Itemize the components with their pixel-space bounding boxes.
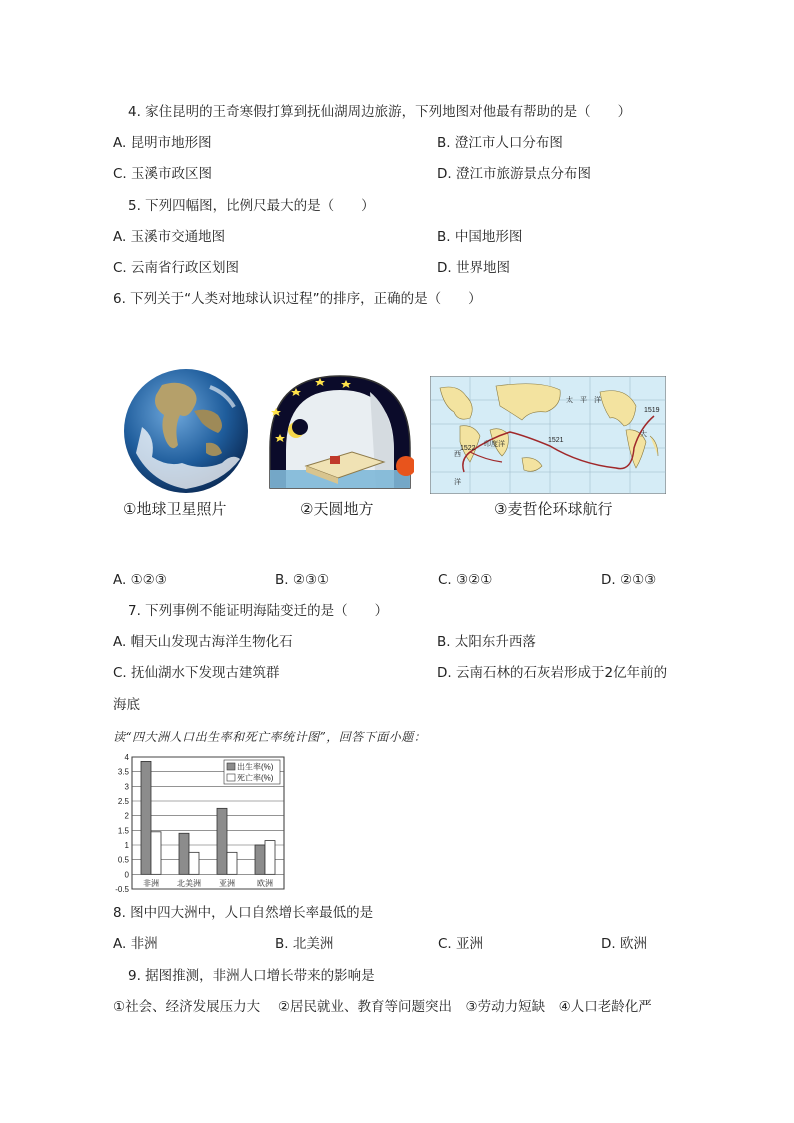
- question-7-stem: 7. 下列事例不能证明海陆变迁的是（ ）: [128, 603, 389, 619]
- caption-magellan: ③麦哲伦环球航行: [494, 500, 613, 518]
- map-label-year-1521: 1521: [548, 437, 564, 444]
- q5-option-b: B. 中国地形图: [437, 229, 523, 245]
- chart-legend-swatch: [227, 763, 235, 770]
- chart-legend-swatch: [227, 774, 235, 781]
- map-label-indian-ocean: 印度洋: [484, 441, 505, 448]
- chart-category-label: 非洲: [143, 879, 159, 888]
- q6-option-a: A. ①②③: [113, 572, 167, 588]
- q4-option-c: C. 玉溪市政区图: [113, 166, 213, 182]
- q5-option-d: D. 世界地图: [437, 260, 510, 276]
- chart-y-tick-label: 2: [124, 811, 129, 821]
- q8-option-b: B. 北美洲: [275, 936, 334, 952]
- chart-y-tick-label: 1: [124, 841, 129, 850]
- chart-bar: [141, 761, 151, 874]
- chart-y-tick-label: 0.5: [117, 855, 129, 865]
- q7-option-a: A. 帽天山发现古海洋生物化石: [113, 634, 293, 650]
- chart-y-tick-label: 2.5: [117, 797, 129, 806]
- q7-option-d-continued: 海底: [113, 697, 140, 713]
- q7-option-d: D. 云南石林的石灰岩形成于2亿年前的: [437, 665, 668, 681]
- chart-bar: [189, 852, 199, 874]
- q8-option-a: A. 非洲: [113, 936, 158, 952]
- chart-bar: [255, 845, 265, 874]
- chart-bar: [217, 808, 227, 874]
- q5-option-c: C. 云南省行政区划图: [113, 260, 240, 276]
- question-8-stem: 8. 图中四大洲中，人口自然增长率最低的是: [113, 905, 374, 921]
- round-sky-square-earth-image: [266, 370, 414, 494]
- question-4-stem: 4. 家住昆明的王奇寒假打算到抚仙湖周边旅游，下列地图对他最有帮助的是（ ）: [128, 104, 632, 120]
- chart-intro-text: 读“四大洲人口出生率和死亡率统计图”，回答下面小题：: [113, 730, 427, 744]
- caption-round-sky: ②天圆地方: [300, 500, 374, 518]
- q9-statements: ①社会、经济发展压力大 ②居民就业、教育等问题突出 ③劳动力短缺 ④人口老龄化严: [113, 999, 652, 1015]
- q8-option-c: C. 亚洲: [438, 936, 484, 952]
- chart-legend-label: 出生率(%): [237, 762, 274, 772]
- q6-option-b: B. ②③①: [275, 572, 330, 588]
- question-9-stem: 9. 据图推测，非洲人口增长带来的影响是: [128, 968, 375, 984]
- chart-y-tick-label: 3.5: [117, 767, 129, 777]
- q4-option-d: D. 澄江市旅游景点分布图: [437, 166, 591, 182]
- population-rate-chart: [112, 751, 292, 893]
- chart-y-tick-label: 3: [124, 782, 129, 792]
- map-label-pacific-3: 洋: [594, 397, 601, 404]
- q6-option-d: D. ②①③: [601, 572, 657, 588]
- chart-category-label: 北美洲: [177, 879, 201, 888]
- q4-option-a: A. 昆明市地形图: [113, 135, 212, 151]
- chart-bar: [151, 832, 161, 875]
- q7-option-c: C. 抚仙湖水下发现古建筑群: [113, 665, 280, 681]
- chart-bar: [265, 841, 275, 875]
- map-label-atlantic-2: 西: [454, 451, 461, 458]
- q6-option-c: C. ③②①: [438, 572, 493, 588]
- chart-bar: [179, 833, 189, 874]
- chart-y-tick-label: 1.5: [117, 826, 129, 836]
- earth-satellite-image: [122, 367, 250, 495]
- map-label-year-1519: 1519: [644, 407, 660, 414]
- q7-option-b: B. 太阳东升西落: [437, 634, 536, 650]
- map-label-pacific-1: 太: [566, 397, 573, 404]
- chart-y-tick-label: 0: [124, 870, 129, 880]
- question-6-stem: 6. 下列关于“人类对地球认识过程”的排序，正确的是（ ）: [113, 291, 482, 307]
- chart-y-tick-label: 4: [124, 753, 129, 762]
- chart-bar: [227, 852, 237, 874]
- question-5-stem: 5. 下列四幅图，比例尺最大的是（ ）: [128, 198, 375, 214]
- q4-option-b: B. 澄江市人口分布图: [437, 135, 563, 151]
- map-label-atlantic-1: 大: [640, 431, 647, 438]
- map-label-year-1522: 1522: [460, 445, 476, 452]
- map-label-pacific-2: 平: [580, 397, 587, 404]
- q8-option-d: D. 欧洲: [601, 936, 647, 952]
- chart-legend-label: 死亡率(%): [237, 773, 274, 783]
- magellan-route-map: [430, 376, 666, 494]
- chart-category-label: 亚洲: [219, 879, 235, 888]
- map-label-atlantic-3: 洋: [454, 479, 461, 486]
- chart-y-tick-label: -0.5: [115, 885, 129, 893]
- q5-option-a: A. 玉溪市交通地图: [113, 229, 226, 245]
- caption-earth-photo: ①地球卫星照片: [123, 500, 227, 518]
- chart-category-label: 欧洲: [257, 879, 273, 888]
